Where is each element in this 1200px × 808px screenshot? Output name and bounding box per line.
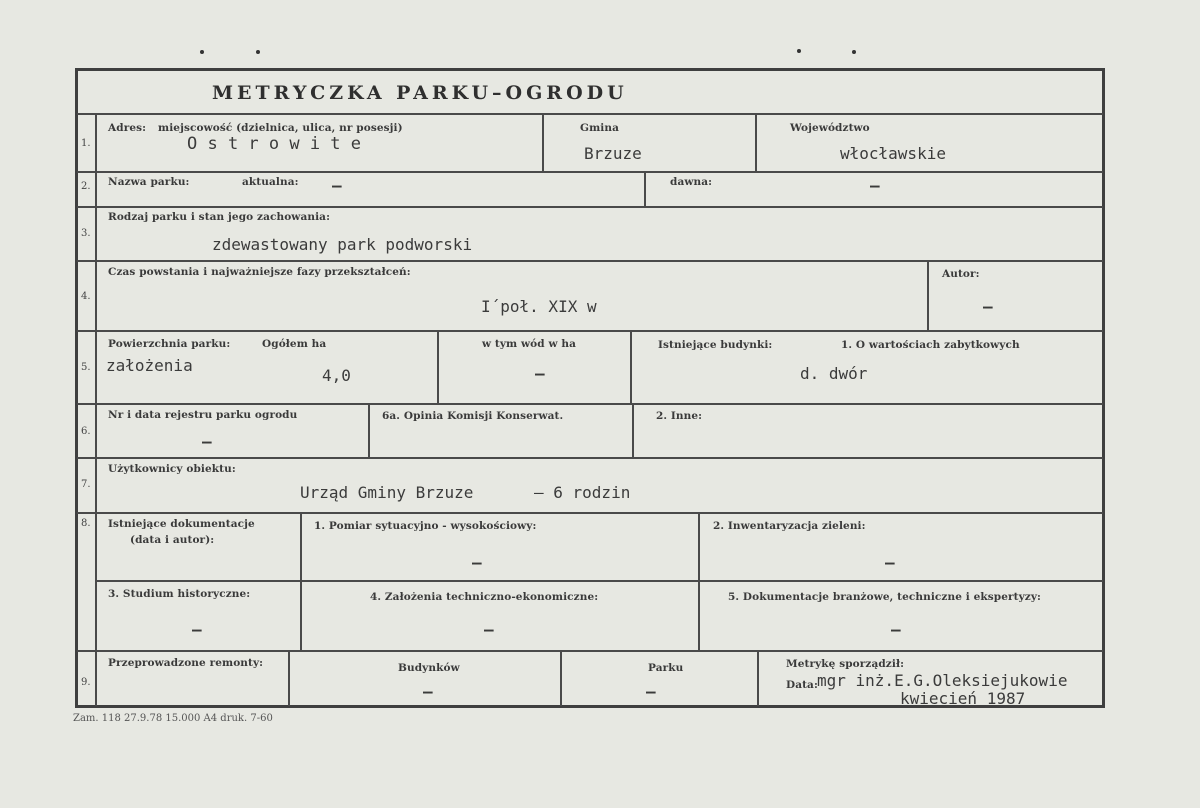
studium-value: – (192, 620, 202, 639)
wartosc-zabytkowa-label: 1. O wartościach zabytkowych (841, 339, 1020, 351)
metryke-sporzadzil-label: Metrykę sporządził: (786, 658, 905, 670)
pomiar-value: – (472, 553, 482, 572)
inne-label: 2. Inne: (656, 410, 703, 422)
row-divider-inner (95, 580, 1103, 582)
autor-value: – (983, 297, 993, 316)
col-divider (632, 403, 634, 457)
row-divider (77, 330, 1103, 332)
gmina-value: Brzuze (584, 144, 642, 163)
row-divider (77, 113, 1103, 115)
data-value: kwiecień 1987 (900, 689, 1026, 708)
w-tym-wod-label: w tym wód w ha (482, 338, 576, 350)
col-divider (542, 113, 544, 171)
number-column-divider (95, 113, 97, 706)
print-footer: Zam. 118 27.9.78 15.000 A4 druk. 7-60 (73, 713, 273, 724)
row-divider (77, 512, 1103, 514)
col-divider (755, 113, 757, 171)
czas-powstania-value: I´poł. XIX w (481, 297, 597, 316)
inwentaryzacja-value: – (885, 553, 895, 572)
col-divider (437, 330, 439, 403)
col-divider (560, 650, 562, 706)
col-divider (757, 650, 759, 706)
row-divider (77, 260, 1103, 262)
row-number: 3. (81, 228, 91, 239)
inwentaryzacja-label: 2. Inwentaryzacja zieleni: (713, 520, 866, 532)
miejscowosc-label: miejscowość (dzielnica, ulica, nr posesji) (158, 122, 403, 134)
uzytkownicy-label: Użytkownicy obiektu: (108, 463, 236, 475)
parku-label: Parku (648, 662, 684, 674)
autor-label: Autor: (942, 268, 980, 280)
remonty-label: Przeprowadzone remonty: (108, 657, 264, 669)
istniejace-budynki-label: Istniejące budynki: (658, 339, 773, 351)
zalozenia-techniczne-label: 4. Założenia techniczno-ekonomiczne: (370, 591, 599, 603)
ogolem-value: 4,0 (322, 366, 351, 385)
dawna-value: – (870, 176, 880, 195)
row-number: 6. (81, 426, 91, 437)
gmina-label: Gmina (580, 122, 620, 134)
row-number: 4. (81, 291, 91, 302)
col-divider (630, 330, 632, 403)
row-divider (77, 457, 1103, 459)
rodzaj-parku-value: zdewastowany park podworski (212, 235, 473, 254)
uzytkownicy-value-2: – 6 rodzin (534, 483, 631, 502)
row-divider (77, 403, 1103, 405)
row-number: 1. (81, 138, 91, 149)
pomiar-label: 1. Pomiar sytuacyjno - wysokościowy: (314, 520, 537, 532)
studium-label: 3. Studium historyczne: (108, 588, 251, 600)
wartosc-zabytkowa-value: d. dwór (800, 364, 868, 383)
powierzchnia-label: Powierzchnia parku: (108, 338, 231, 350)
w-tym-wod-value: – (535, 364, 545, 383)
budynkow-label: Budynków (398, 662, 460, 674)
form-frame (75, 68, 1105, 708)
row-number: 2. (81, 181, 91, 192)
wojewodztwo-value: włocławskie (840, 144, 946, 163)
form-title: METRYCZKA PARKU–OGRODU (212, 82, 628, 104)
nazwa-parku-label: Nazwa parku: (108, 176, 190, 188)
dokumentacje-label: Istniejące dokumentacje (108, 518, 255, 530)
rodzaj-parku-label: Rodzaj parku i stan jego zachowania: (108, 211, 331, 223)
zalozenia-techniczne-value: – (484, 620, 494, 639)
wojewodztwo-label: Województwo (790, 122, 870, 134)
adres-label: Adres: (108, 122, 147, 134)
budynkow-value: – (423, 682, 433, 701)
col-divider (288, 650, 290, 706)
aktualna-value: – (332, 176, 342, 195)
col-divider (698, 512, 700, 650)
parku-value: – (646, 682, 656, 701)
czas-powstania-label: Czas powstania i najważniejsze fazy przekształceń: (108, 266, 411, 278)
miejscowosc-value: O s t r o w i t e (187, 134, 361, 154)
dokumentacje-branzowe-value: – (891, 620, 901, 639)
sporzadzil-value: mgr inż.E.G.Oleksiejukowie (817, 671, 1068, 690)
zalozenia-value: założenia (106, 356, 193, 375)
uzytkownicy-value: Urząd Gminy Brzuze (300, 483, 474, 502)
dawna-label: dawna: (670, 176, 713, 188)
col-divider (644, 171, 646, 206)
col-divider (300, 512, 302, 650)
aktualna-label: aktualna: (242, 176, 299, 188)
opinia-komisji-label: 6a. Opinia Komisji Konserwat. (382, 410, 564, 422)
col-divider (927, 260, 929, 330)
punch-dot-2 (256, 50, 260, 54)
punch-dot-4 (852, 50, 856, 54)
rejestr-label: Nr i data rejestru parku ogrodu (108, 409, 298, 421)
row-number: 9. (81, 677, 91, 688)
dokumentacje-branzowe-label: 5. Dokumentacje branżowe, techniczne i ekspertyzy: (728, 591, 1042, 603)
row-number: 7. (81, 479, 91, 490)
rejestr-value: – (202, 432, 212, 451)
row-number: 5. (81, 362, 91, 373)
punch-dot-3 (797, 49, 801, 53)
row-divider (77, 650, 1103, 652)
punch-dot-1 (200, 50, 204, 54)
dokumentacje-sublabel: (data i autor): (130, 534, 215, 546)
ogolem-label: Ogółem ha (262, 338, 327, 350)
col-divider (368, 403, 370, 457)
data-label: Data: (786, 679, 818, 691)
row-number: 8. (81, 518, 91, 529)
row-divider (77, 171, 1103, 173)
row-divider (77, 206, 1103, 208)
